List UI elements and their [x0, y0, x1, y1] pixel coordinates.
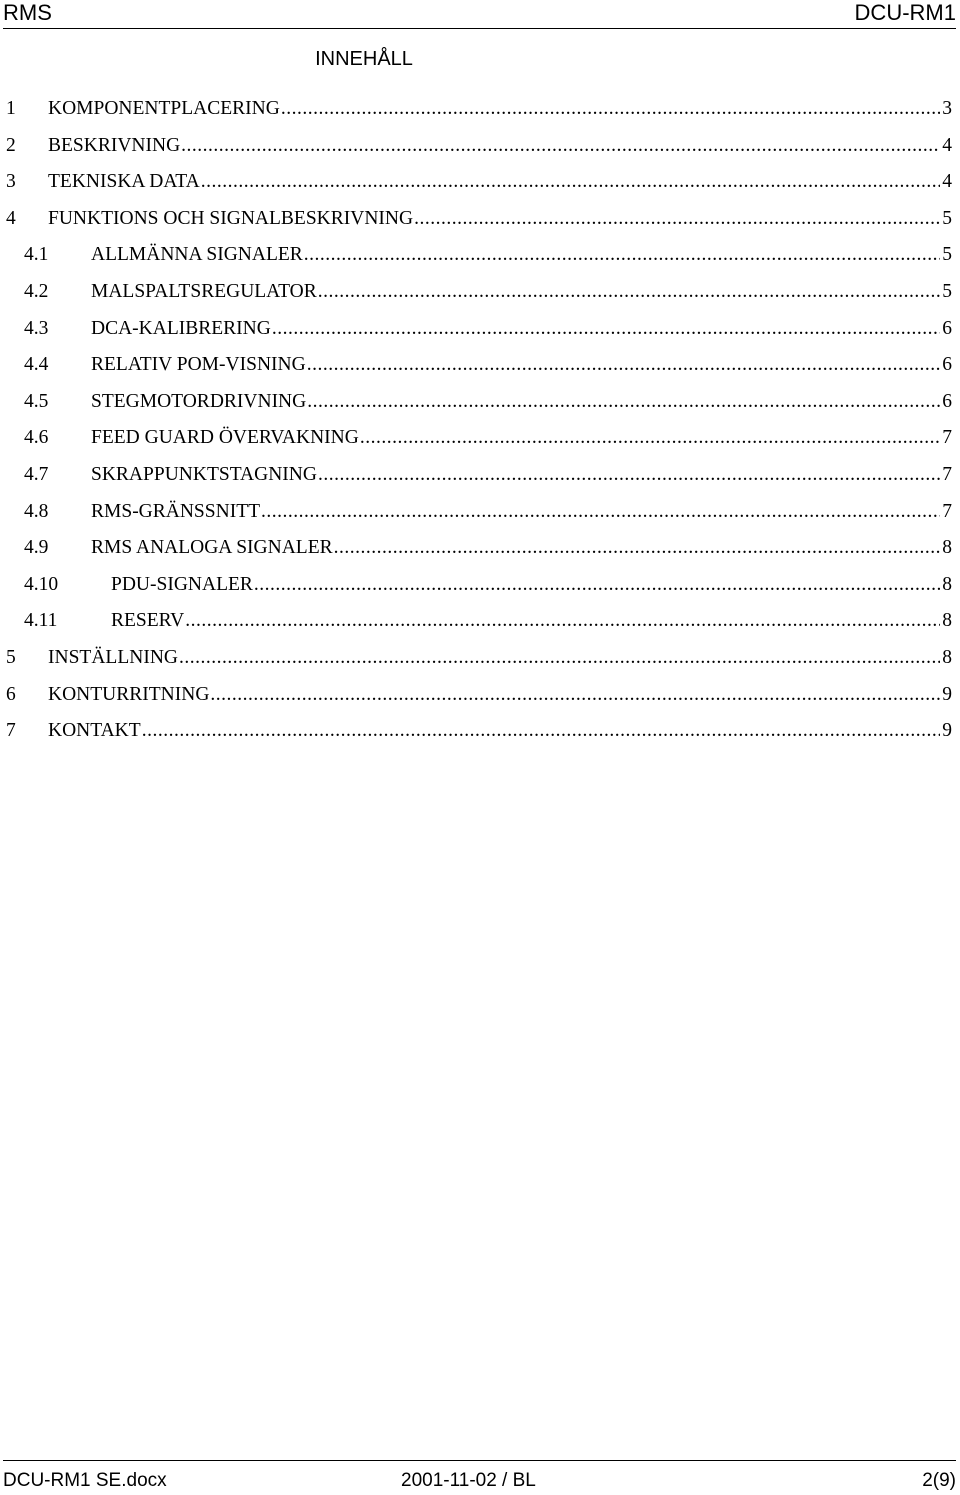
toc-leader-dots: [307, 352, 940, 378]
toc-entry-number: 4.5: [24, 390, 49, 412]
toc-entry-number: 4.2: [24, 280, 49, 302]
toc-entry-page: 5: [942, 280, 952, 302]
toc-entry[interactable]: [6, 425, 952, 462]
toc-entry-title: BESKRIVNING: [48, 134, 181, 156]
toc-entry-number: 1: [6, 98, 16, 119]
toc-entry-title: KONTURRITNING: [48, 683, 210, 705]
toc-entry-page: 6: [942, 317, 952, 339]
footer-page-number: 2(9): [922, 1470, 956, 1491]
toc-entry-number: 3: [6, 171, 16, 193]
toc-entry-number: 4.8: [24, 500, 49, 522]
toc-entry-page: 8: [942, 573, 952, 595]
toc-entry-number: 4.9: [24, 537, 49, 559]
footer-date-author: 2001-11-02 / BL: [401, 1470, 536, 1491]
toc-entry-page: 9: [942, 683, 952, 705]
toc-entry-number: 7: [6, 720, 16, 742]
toc-entry[interactable]: [6, 645, 952, 682]
toc-leader-dots: [360, 425, 940, 451]
toc-entry-page: 4: [942, 134, 952, 156]
toc-entry-title: TEKNISKA DATA: [48, 171, 200, 193]
toc-leader-dots: [142, 718, 940, 744]
toc-leader-dots: [254, 572, 940, 598]
toc-entry-page: 4: [942, 171, 952, 193]
toc-entry[interactable]: [6, 608, 952, 645]
toc-entry-title: RESERV: [111, 610, 185, 632]
toc-entry-title: KOMPONENTPLACERING: [48, 98, 280, 119]
toc-leader-dots: [307, 389, 940, 415]
toc-entry-page: 8: [942, 610, 952, 632]
toc-entry-number: 5: [6, 646, 16, 668]
toc-entry-number: 4.11: [24, 610, 58, 632]
header-left: RMS: [3, 0, 52, 25]
toc-entry[interactable]: [6, 682, 952, 719]
toc-entry-page: 9: [942, 720, 952, 742]
toc-entry-title: RMS ANALOGA SIGNALER: [91, 537, 333, 559]
toc-entry-title: KONTAKT: [48, 720, 141, 742]
toc-entry-title: DCA-KALIBRERING: [91, 317, 271, 339]
toc-entry-title: FUNKTIONS OCH SIGNALBESKRIVNING: [48, 207, 414, 229]
toc-entry-number: 4.3: [24, 317, 49, 339]
page-header: [3, 0, 956, 29]
toc-leader-dots: [334, 535, 940, 561]
page-footer: [3, 1460, 956, 1495]
toc-entry-title: ALLMÄNNA SIGNALER: [91, 244, 303, 266]
toc-leader-dots: [210, 682, 940, 708]
toc-leader-dots: [318, 462, 940, 488]
toc-entry-title: RELATIV POM-VISNING: [91, 354, 306, 376]
toc-leader-dots: [281, 96, 940, 122]
toc-leader-dots: [181, 133, 940, 159]
toc-entry[interactable]: [6, 206, 952, 243]
toc-entry-page: 5: [942, 244, 952, 266]
toc-leader-dots: [318, 279, 940, 305]
toc-title: INNEHÅLL: [315, 48, 413, 70]
toc-entry-page: 7: [942, 463, 952, 485]
toc-entry-page: 5: [942, 207, 952, 229]
footer-filename: DCU-RM1 SE.docx: [3, 1470, 167, 1491]
toc-entry[interactable]: [6, 242, 952, 279]
toc-entry-page: 7: [942, 500, 952, 522]
toc-entry[interactable]: [6, 535, 952, 572]
toc-entry-page: 7: [942, 427, 952, 449]
toc-entry-title: RMS-GRÄNSSNITT: [91, 500, 261, 522]
toc-entry-page: 8: [942, 537, 952, 559]
toc-leader-dots: [272, 316, 940, 342]
toc-entry-number: 4.6: [24, 427, 49, 449]
toc-entry-title: MALSPALTSREGULATOR: [91, 280, 317, 302]
toc-entry-page: 3: [942, 98, 952, 119]
toc-entry[interactable]: [6, 718, 952, 755]
toc-entry[interactable]: [6, 352, 952, 389]
toc-entry-number: 4.7: [24, 463, 49, 485]
toc-entry-title: SKRAPPUNKTSTAGNING: [91, 463, 317, 485]
toc-leader-dots: [185, 608, 940, 634]
toc-entry-page: 6: [942, 390, 952, 412]
toc-entry-number: 4.10: [24, 573, 59, 595]
toc-leader-dots: [414, 206, 940, 232]
toc-entry-number: 4: [6, 207, 16, 229]
toc-leader-dots: [261, 499, 940, 525]
toc-entry[interactable]: [6, 499, 952, 536]
toc-entry[interactable]: [6, 96, 952, 133]
header-right: DCU-RM1: [854, 0, 956, 25]
toc-entry-title: FEED GUARD ÖVERVAKNING: [91, 427, 359, 449]
toc-leader-dots: [179, 645, 940, 671]
toc-entry[interactable]: [6, 316, 952, 353]
toc-leader-dots: [201, 169, 940, 195]
toc-entry-number: 4.1: [24, 244, 49, 266]
toc-entry[interactable]: [6, 572, 952, 609]
toc-entry-page: 6: [942, 354, 952, 376]
toc-entry-title: PDU-SIGNALER: [111, 573, 253, 595]
toc-entry-number: 2: [6, 134, 16, 156]
toc-entry[interactable]: [6, 279, 952, 316]
toc-entry[interactable]: [6, 169, 952, 206]
table-of-contents: [6, 96, 952, 755]
toc-entry[interactable]: [6, 133, 952, 170]
toc-entry[interactable]: [6, 389, 952, 426]
toc-leader-dots: [304, 242, 940, 268]
toc-entry[interactable]: [6, 462, 952, 499]
toc-entry-number: 6: [6, 683, 16, 705]
toc-entry-title: STEGMOTORDRIVNING: [91, 390, 307, 412]
toc-entry-number: 4.4: [24, 354, 49, 376]
toc-entry-title: INSTÄLLNING: [48, 646, 178, 668]
toc-entry-page: 8: [942, 646, 952, 668]
